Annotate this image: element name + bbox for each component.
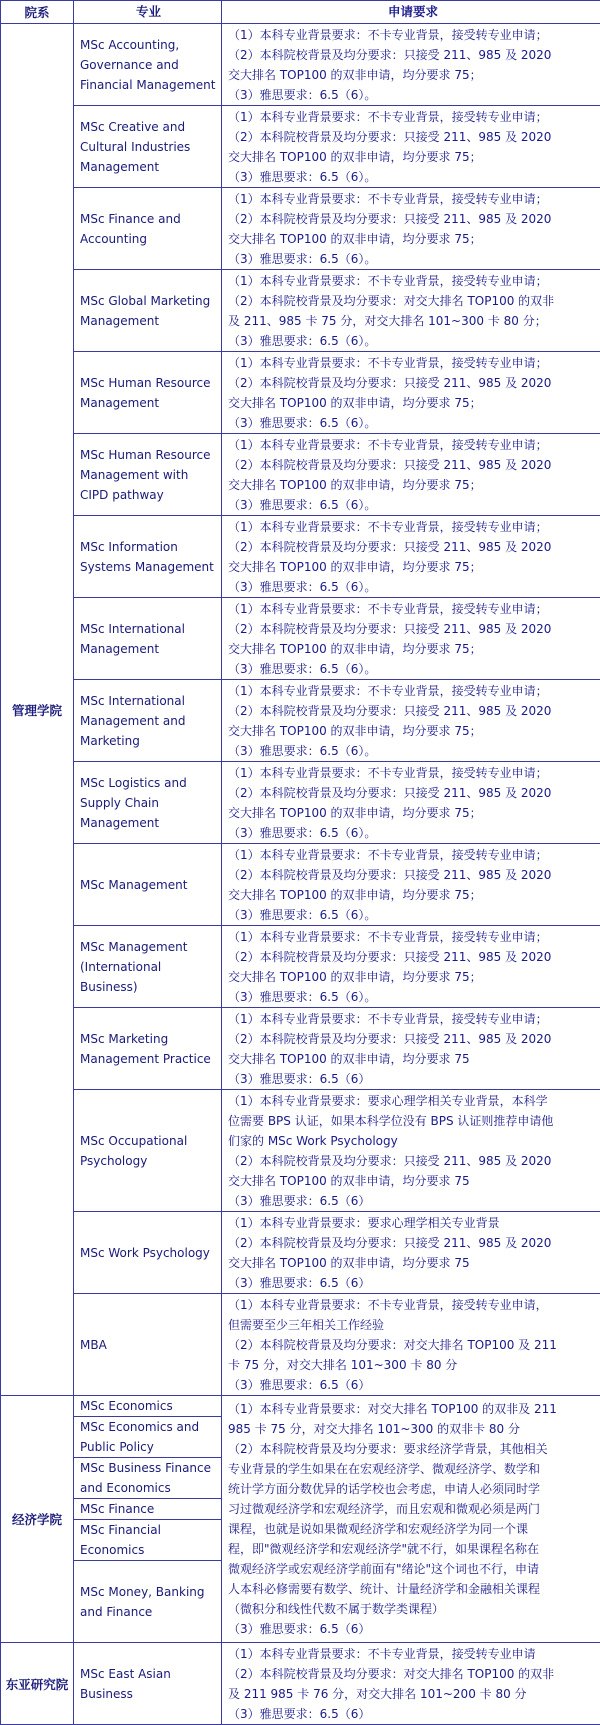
requirements-cell (222, 1008, 600, 1090)
program-cell: MSc Economics and Public Policy (74, 1417, 222, 1458)
requirement-line: （1）本科专业背景要求：不卡专业背景，接受转专业申请； (228, 25, 598, 45)
requirement-line: 交大排名 TOP100 的双非申请，均分要求 75 (228, 1253, 598, 1273)
table-row (1, 1294, 600, 1396)
requirement-line: （1）本科专业背景要求：要求心理学相关专业背景 (228, 1213, 598, 1233)
program-cell: MSc Accounting, Governance and Financial Management (74, 24, 222, 106)
requirements-cell (222, 1294, 600, 1396)
program-cell: MSc Financial Economics (74, 1520, 222, 1561)
requirement-line: （2）本科院校背景及均分要求：要求经济学背景，其他相关 (228, 1439, 598, 1459)
program-cell: MSc Management (International Business) (74, 926, 222, 1008)
requirements-cell (222, 680, 600, 762)
requirement-line: （3）雅思要求：6.5（6）。 (228, 331, 598, 351)
table-row (1, 352, 600, 434)
requirement-line: 交大排名 TOP100 的双非申请，均分要求 75； (228, 65, 598, 85)
requirement-line: （2）本科院校背景及均分要求：只接受 211、985 及 2020 (228, 373, 598, 393)
program-cell: MSc Occupational Psychology (74, 1090, 222, 1212)
program-cell: MSc Money, Banking and Finance (74, 1561, 222, 1643)
requirements-cell (222, 516, 600, 598)
requirement-line: 课程，也就是说如果微观经济学和宏观经济学为同一个课 (228, 1519, 598, 1539)
requirement-line: 及 211 985 卡 76 分，对交大排名 101~200 卡 80 分 (228, 1684, 598, 1704)
requirement-line: （2）本科院校背景及均分要求：只接受 211、985 及 2020 (228, 455, 598, 475)
requirement-line: （3）雅思要求：6.5（6）。 (228, 495, 598, 515)
requirement-line: （1）本科专业背景要求：不卡专业背景，接受转专业申请； (228, 107, 598, 127)
requirement-line: 985 卡 75 分，对交大排名 101~300 的双非卡 80 分 (228, 1419, 598, 1439)
requirement-line: （2）本科院校背景及均分要求：对交大排名 TOP100 及 211 (228, 1335, 598, 1355)
requirements-cell (222, 598, 600, 680)
requirement-line: （1）本科专业背景要求：不卡专业背景，接受转专业申请； (228, 435, 598, 455)
requirement-line: （3）雅思要求：6.5（6）。 (228, 249, 598, 269)
requirement-line: 交大排名 TOP100 的双非申请，均分要求 75； (228, 229, 598, 249)
table-row (1, 1212, 600, 1294)
requirement-line: （1）本科专业背景要求：对交大排名 TOP100 的双非及 211 (228, 1399, 598, 1419)
school-cell: 经济学院 (1, 1396, 74, 1643)
requirement-line: （2）本科院校背景及均分要求：只接受 211、985 及 2020 (228, 537, 598, 557)
program-cell: MSc Information Systems Management (74, 516, 222, 598)
requirement-line: 及 211、985 卡 75 分，对交大排名 101~300 卡 80 分； (228, 311, 598, 331)
table-row (1, 762, 600, 844)
requirement-line: （3）雅思要求：6.5（6）。 (228, 659, 598, 679)
requirement-line: 卡 75 分，对交大排名 101~300 卡 80 分 (228, 1355, 598, 1375)
table-row (1, 24, 600, 106)
table-row (1, 516, 600, 598)
table-row (1, 106, 600, 188)
program-cell: MSc Marketing Management Practice (74, 1008, 222, 1090)
requirement-line: 交大排名 TOP100 的双非申请，均分要求 75； (228, 803, 598, 823)
requirement-line: 交大排名 TOP100 的双非申请，均分要求 75 (228, 1049, 598, 1069)
requirement-line: （3）雅思要求：6.5（6） (228, 1069, 598, 1089)
requirement-line: （3）雅思要求：6.5（6）。 (228, 413, 598, 433)
requirements-cell (222, 24, 600, 106)
school-cell: 东亚研究院 (1, 1643, 74, 1725)
requirement-line: 程，即"微观经济学和宏观经济学"就不行，如果课程名称在 (228, 1539, 598, 1559)
table-row (1, 844, 600, 926)
program-cell: MSc Economics (74, 1396, 222, 1417)
requirement-line: （2）本科院校背景及均分要求：只接受 211、985 及 2020 (228, 865, 598, 885)
program-cell: MSc Finance and Accounting (74, 188, 222, 270)
program-cell: MSc Creative and Cultural Industries Management (74, 106, 222, 188)
program-cell: MSc Business Finance and Economics (74, 1458, 222, 1499)
header-row (1, 1, 600, 24)
requirement-line: （1）本科专业背景要求：要求心理学相关专业背景，本科学 (228, 1091, 598, 1111)
requirements-cell (222, 106, 600, 188)
requirement-line: 统计学方面分数优异的话学校也会考虑，申请人必须同时学 (228, 1479, 598, 1499)
table-row (1, 1643, 600, 1725)
requirement-line: （2）本科院校背景及均分要求：只接受 211、985 及 2020 (228, 127, 598, 147)
requirement-line: （3）雅思要求：6.5（6）。 (228, 85, 598, 105)
requirement-line: （微积分和线性代数不属于数学类课程） (228, 1599, 598, 1619)
program-cell: MSc International Management (74, 598, 222, 680)
requirement-line: 交大排名 TOP100 的双非申请，均分要求 75； (228, 967, 598, 987)
requirements-cell (222, 1396, 600, 1643)
requirement-line: （3）雅思要求：6.5（6）。 (228, 823, 598, 843)
requirements-cell (222, 434, 600, 516)
requirement-line: （1）本科专业背景要求：不卡专业背景，接受转专业申请； (228, 1009, 598, 1029)
program-cell: MSc Finance (74, 1499, 222, 1520)
requirement-line: （2）本科院校背景及均分要求：只接受 211、985 及 2020 (228, 45, 598, 65)
table-row (1, 188, 600, 270)
requirement-line: （1）本科专业背景要求：不卡专业背景，接受转专业申请； (228, 681, 598, 701)
requirement-line: 交大排名 TOP100 的双非申请，均分要求 75； (228, 639, 598, 659)
requirement-line: （2）本科院校背景及均分要求：只接受 211、985 及 2020 (228, 1233, 598, 1253)
requirement-line: 们家的 MSc Work Psychology (228, 1131, 598, 1151)
requirement-line: 交大排名 TOP100 的双非申请，均分要求 75； (228, 147, 598, 167)
program-cell: MSc Logistics and Supply Chain Management (74, 762, 222, 844)
requirement-line: 微观经济学或宏观经济学前面有"绪论"这个词也不行，申请 (228, 1559, 598, 1579)
requirement-line: （2）本科院校背景及均分要求：对交大排名 TOP100 的双非 (228, 1664, 598, 1684)
requirement-line: 专业背景的学生如果在在宏观经济学、微观经济学、数学和 (228, 1459, 598, 1479)
requirement-line: （1）本科专业背景要求：不卡专业背景，接受转专业申请； (228, 271, 598, 291)
requirement-line: 交大排名 TOP100 的双非申请，均分要求 75； (228, 721, 598, 741)
requirement-line: （3）雅思要求：6.5（6）。 (228, 741, 598, 761)
requirement-line: （2）本科院校背景及均分要求：只接受 211、985 及 2020 (228, 783, 598, 803)
table-row (1, 1090, 600, 1212)
header-requirements: 申请要求 (222, 1, 600, 24)
requirement-line: （3）雅思要求：6.5（6） (228, 1704, 598, 1724)
requirement-line: （3）雅思要求：6.5（6） (228, 1619, 598, 1639)
requirement-line: （2）本科院校背景及均分要求：对交大排名 TOP100 的双非 (228, 291, 598, 311)
program-cell: MSc Work Psychology (74, 1212, 222, 1294)
table-row (1, 598, 600, 680)
requirements-cell (222, 1643, 600, 1725)
program-cell: MBA (74, 1294, 222, 1396)
requirement-line: （1）本科专业背景要求：不卡专业背景，接受转专业申请 (228, 1644, 598, 1664)
requirements-cell (222, 1090, 600, 1212)
requirement-line: （1）本科专业背景要求：不卡专业背景，接受转专业申请； (228, 353, 598, 373)
requirement-line: （2）本科院校背景及均分要求：只接受 211、985 及 2020 (228, 701, 598, 721)
program-cell: MSc Human Resource Management with CIPD pathway (74, 434, 222, 516)
requirements-cell (222, 926, 600, 1008)
requirement-line: （3）雅思要求：6.5（6）。 (228, 987, 598, 1007)
requirement-line: （2）本科院校背景及均分要求：只接受 211、985 及 2020 (228, 619, 598, 639)
program-cell: MSc Management (74, 844, 222, 926)
header-program: 专业 (74, 1, 222, 24)
requirement-line: （3）雅思要求：6.5（6）。 (228, 577, 598, 597)
requirement-line: （3）雅思要求：6.5（6） (228, 1375, 598, 1395)
requirement-line: （3）雅思要求：6.5（6）。 (228, 167, 598, 187)
requirement-line: （3）雅思要求：6.5（6） (228, 1273, 598, 1293)
requirement-line: 交大排名 TOP100 的双非申请，均分要求 75； (228, 557, 598, 577)
header-school: 院系 (1, 1, 74, 24)
requirement-line: （1）本科专业背景要求：不卡专业背景，接受转专业申请； (228, 763, 598, 783)
requirement-line: （2）本科院校背景及均分要求：只接受 211、985 及 2020 (228, 209, 598, 229)
requirements-cell (222, 762, 600, 844)
requirements-cell (222, 1212, 600, 1294)
requirement-line: 交大排名 TOP100 的双非申请，均分要求 75 (228, 1171, 598, 1191)
requirement-line: （3）雅思要求：6.5（6）。 (228, 905, 598, 925)
requirement-line: 交大排名 TOP100 的双非申请，均分要求 75； (228, 885, 598, 905)
requirement-line: 位需要 BPS 认证，如果本科学位没有 BPS 认证则推荐申请他 (228, 1111, 598, 1131)
requirement-line: （1）本科专业背景要求：不卡专业背景，接受转专业申请； (228, 599, 598, 619)
table-row (1, 434, 600, 516)
requirement-line: （1）本科专业背景要求：不卡专业背景，接受转专业申请； (228, 517, 598, 537)
program-cell: MSc International Management and Marketing (74, 680, 222, 762)
school-cell: 管理学院 (1, 24, 74, 1396)
program-cell: MSc Global Marketing Management (74, 270, 222, 352)
program-cell: MSc Human Resource Management (74, 352, 222, 434)
requirement-line: （3）雅思要求：6.5（6） (228, 1191, 598, 1211)
requirement-line: （1）本科专业背景要求：不卡专业背景，接受转专业申请； (228, 927, 598, 947)
table-row (1, 926, 600, 1008)
requirement-line: （1）本科专业背景要求：不卡专业背景，接受转专业申请； (228, 845, 598, 865)
requirements-cell (222, 352, 600, 434)
table-row (1, 270, 600, 352)
requirement-line: 交大排名 TOP100 的双非申请，均分要求 75； (228, 475, 598, 495)
table-row (1, 680, 600, 762)
requirement-line: （1）本科专业背景要求：不卡专业背景，接受转专业申请， (228, 1295, 598, 1315)
program-cell: MSc East Asian Business (74, 1643, 222, 1725)
requirements-cell (222, 844, 600, 926)
requirements-cell (222, 270, 600, 352)
requirement-line: （1）本科专业背景要求：不卡专业背景，接受转专业申请； (228, 189, 598, 209)
requirement-line: 人本科必修需要有数学、统计、计量经济学和金融相关课程 (228, 1579, 598, 1599)
requirement-line: 但需要至少三年相关工作经验 (228, 1315, 598, 1335)
requirement-line: （2）本科院校背景及均分要求：只接受 211、985 及 2020 (228, 1151, 598, 1171)
requirement-line: （2）本科院校背景及均分要求：只接受 211、985 及 2020 (228, 1029, 598, 1049)
table-row (1, 1396, 600, 1417)
requirement-line: （2）本科院校背景及均分要求：只接受 211、985 及 2020 (228, 947, 598, 967)
requirement-line: 习过微观经济学和宏观经济学，而且宏观和微观必须是两门 (228, 1499, 598, 1519)
table-body (1, 24, 600, 1725)
requirement-line: 交大排名 TOP100 的双非申请，均分要求 75； (228, 393, 598, 413)
table-row (1, 1008, 600, 1090)
requirements-cell (222, 188, 600, 270)
